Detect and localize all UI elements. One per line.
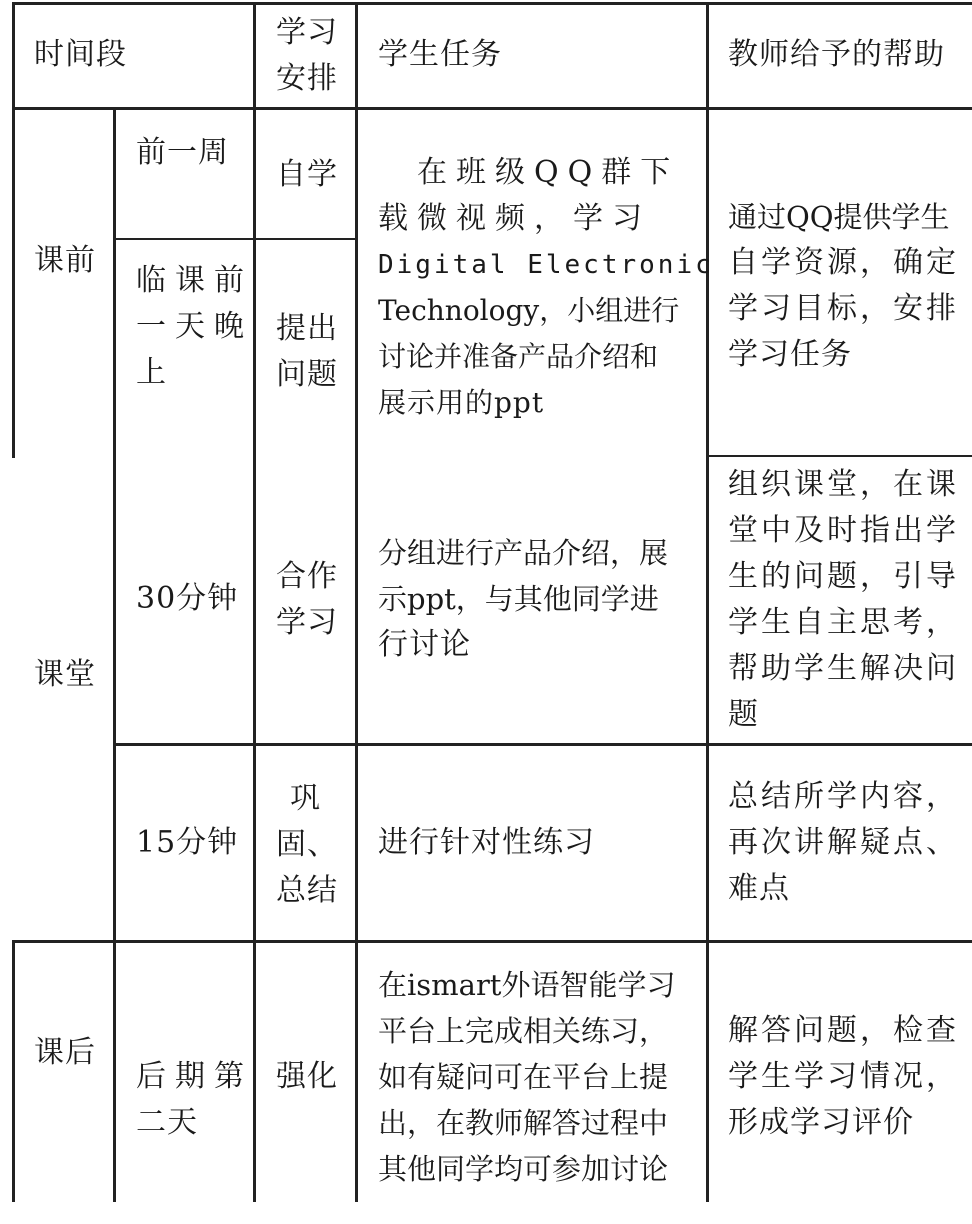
grid-line [253, 2, 256, 1202]
class-second-arrangement-2: 固、 [276, 827, 338, 862]
grid-line [12, 2, 15, 458]
pre-task-line: 讨论并准备产品介绍和 [378, 340, 659, 373]
class-second-arrangement-3: 总结 [276, 873, 338, 908]
header-arrangement-line-1: 学习 [276, 15, 338, 50]
class-first-help-line: 生的问题，引导 [728, 559, 959, 594]
class-first-arrangement-2: 学习 [276, 605, 338, 640]
pre-night-before-period-1: 临课前 [136, 263, 253, 298]
post-help-line: 形成学习评价 [728, 1105, 914, 1140]
post-period-2: 二天 [136, 1105, 198, 1140]
grid-line [113, 743, 972, 746]
pre-night-before-period-3: 上 [136, 355, 167, 390]
pre-night-before-arrangement-2: 问题 [276, 357, 338, 392]
grid-line [706, 455, 972, 457]
post-task-line: 平台上完成相关练习， [378, 1014, 669, 1048]
grid-line [355, 2, 358, 1202]
stage-class: 课堂 [34, 657, 96, 692]
header-period: 时间段 [34, 37, 127, 72]
grid-line [12, 107, 972, 110]
pre-task-line: Digital Electronic [378, 250, 714, 280]
post-help-line: 解答问题，检查 [728, 1013, 959, 1048]
stage-pre: 课前 [34, 243, 96, 278]
post-period-1: 后期第 [136, 1059, 253, 1094]
class-first-task-line: 行讨论 [378, 627, 471, 662]
grid-line [12, 940, 15, 1202]
post-task-line: 出，在教师解答过程中 [378, 1106, 669, 1140]
class-second-help-line: 再次讲解疑点、 [728, 825, 959, 860]
pre-task-line: Technology，小组进行 [378, 294, 680, 327]
post-arrangement: 强化 [276, 1059, 338, 1094]
grid-line [12, 940, 972, 943]
post-task-line: 其他同学均可参加讨论 [378, 1152, 669, 1186]
post-task-line: 如有疑问可在平台上提 [378, 1060, 669, 1094]
grid-line [12, 2, 972, 5]
pre-night-before-period-2: 一天晚 [136, 309, 253, 344]
pre-week-before-period: 前一周 [136, 135, 229, 170]
class-first-help-line: 帮助学生解决问 [728, 651, 959, 686]
class-first-task-line: 示ppt，与其他同学进 [378, 582, 659, 616]
stage-post: 课后 [34, 1035, 96, 1070]
grid-line [113, 238, 358, 240]
post-task-line: 在ismart外语智能学习 [378, 968, 676, 1002]
class-second-period: 15分钟 [136, 825, 239, 860]
pre-help-line: 通过QQ提供学生 [728, 200, 950, 234]
class-second-task: 进行针对性练习 [378, 825, 595, 860]
pre-help-line: 自学资源，确定 [728, 245, 959, 280]
header-arrangement-line-2: 安排 [276, 61, 338, 96]
header-teacher-help: 教师给予的帮助 [728, 37, 945, 72]
class-second-help-line: 难点 [728, 871, 790, 906]
class-first-help-line: 组织课堂，在课 [728, 467, 959, 502]
grid-line [113, 108, 116, 1202]
pre-task-line: 在班级QQ群下 [378, 155, 680, 190]
pre-task-line: 展示用的ppt [378, 386, 545, 419]
class-first-arrangement-1: 合作 [276, 559, 338, 594]
header-student-task: 学生任务 [378, 37, 502, 72]
grid-line [706, 2, 709, 1202]
pre-help-line: 学习任务 [728, 337, 852, 372]
pre-night-before-arrangement-1: 提出 [276, 311, 338, 346]
pre-week-before-arrangement: 自学 [276, 157, 338, 192]
pre-task-line: 载微视频，学习 [378, 201, 651, 236]
class-second-help-line: 总结所学内容， [728, 779, 959, 814]
class-first-task-line: 分组进行产品介绍，展 [378, 536, 669, 570]
pre-help-line: 学习目标，安排 [728, 291, 959, 326]
class-first-help-line: 堂中及时指出学 [728, 513, 959, 548]
class-first-help-line: 学生自主思考， [728, 605, 959, 640]
class-first-period: 30分钟 [136, 581, 239, 616]
class-first-help-line: 题 [728, 697, 759, 732]
class-second-arrangement-1: 巩 [290, 781, 321, 816]
post-help-line: 学生学习情况， [728, 1059, 959, 1094]
